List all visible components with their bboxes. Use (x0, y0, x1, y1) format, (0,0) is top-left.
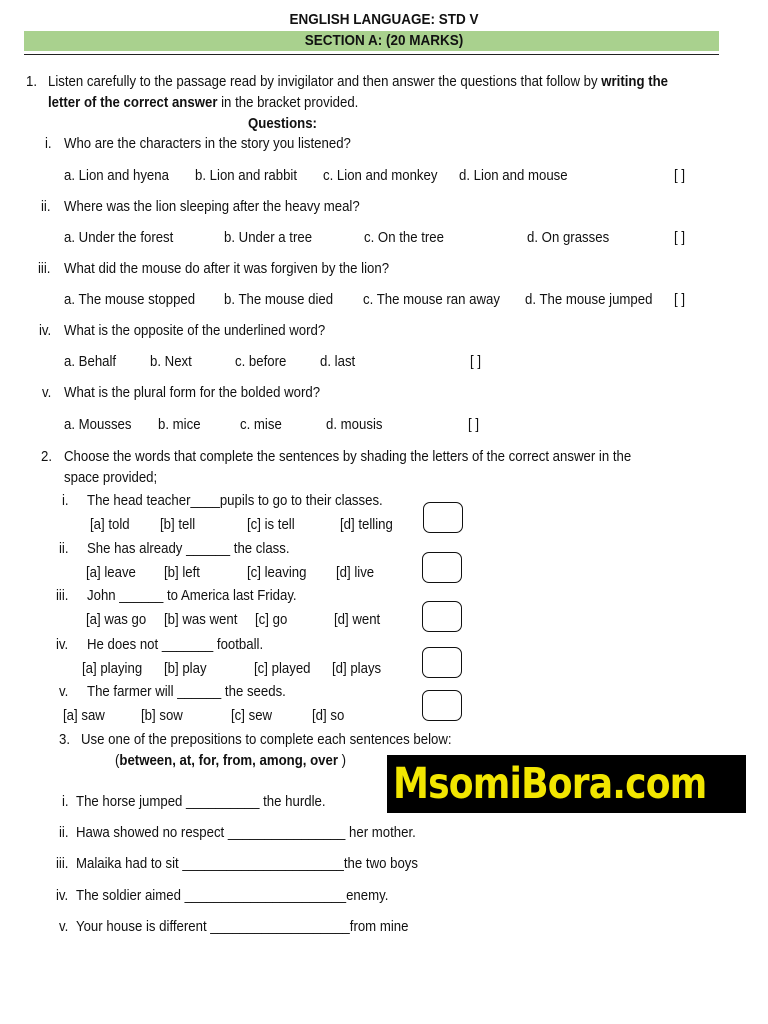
q3-number: 3. (59, 731, 71, 748)
option-c: c. Lion and monkey (323, 167, 438, 184)
q3-item-number: iv. (56, 887, 69, 904)
q3-item-sentence: Your house is different ___________________from mine (76, 918, 409, 935)
q2-item-number: iii. (56, 587, 69, 604)
q1-number: 1. (26, 73, 38, 90)
option-b: b. Lion and rabbit (195, 167, 298, 184)
q3-item-number: ii. (59, 824, 69, 841)
q1-instruction-line2: letter of the correct answer in the bracket provided. (48, 94, 359, 111)
q2-item-sentence: John ______ to America last Friday. (87, 587, 297, 604)
q1-instruction-line1: Listen carefully to the passage read by invigilator and then answer the questions that follow by writing the (48, 73, 669, 90)
q1-item-question: Who are the characters in the story you listened? (64, 135, 351, 152)
section-heading: SECTION A: (20 MARKS) (304, 32, 464, 49)
option-c: [c] go (255, 611, 288, 628)
q2-item-sentence: The head teacher____pupils to go to their classes. (87, 492, 383, 509)
option-b: [b] was went (164, 611, 238, 628)
q2-number: 2. (41, 448, 53, 465)
q2-item-number: i. (62, 492, 69, 509)
logo-text: MsomiBora.com (393, 759, 707, 809)
header-divider (24, 54, 719, 55)
option-d: [d] live (336, 564, 375, 581)
option-a: [a] was go (86, 611, 147, 628)
q3-item-sentence: Hawa showed no respect ________________ her mother. (76, 824, 416, 841)
option-a: a. The mouse stopped (64, 291, 196, 308)
option-b: b. Under a tree (224, 229, 313, 246)
q1-item-number: iii. (38, 260, 51, 277)
option-d: [d] so (312, 707, 345, 724)
answer-box[interactable] (423, 502, 463, 533)
option-d: d. The mouse jumped (525, 291, 653, 308)
option-c: c. mise (240, 416, 282, 433)
answer-bracket[interactable]: [ ] (470, 353, 482, 370)
option-b: [b] tell (160, 516, 196, 533)
option-d: [d] telling (340, 516, 393, 533)
option-b: b. Next (150, 353, 192, 370)
q2-instruction-line1: Choose the words that complete the sentences by shading the letters of the correct answer in the (64, 448, 632, 465)
q3-item-number: iii. (56, 855, 69, 872)
option-a: [a] saw (63, 707, 105, 724)
q2-instruction-line2: space provided; (64, 469, 158, 486)
option-c: c. The mouse ran away (363, 291, 500, 308)
q1-item-number: iv. (39, 322, 52, 339)
option-a: [a] playing (82, 660, 143, 677)
answer-bracket[interactable]: [ ] (674, 229, 686, 246)
option-d: d. mousis (326, 416, 383, 433)
q1-item-number: i. (45, 135, 52, 152)
q1-item-number: ii. (41, 198, 51, 215)
option-d: [d] plays (332, 660, 382, 677)
q1-item-question: What is the plural form for the bolded word? (64, 384, 321, 401)
msomibora-logo (387, 755, 746, 813)
answer-bracket[interactable]: [ ] (468, 416, 480, 433)
q2-item-sentence: She has already ______ the class. (87, 540, 290, 557)
option-c: [c] played (254, 660, 311, 677)
option-b: b. The mouse died (224, 291, 334, 308)
option-b: [b] play (164, 660, 207, 677)
option-d: d. last (320, 353, 356, 370)
option-a: [a] leave (86, 564, 136, 581)
option-a: a. Mousses (64, 416, 132, 433)
option-b: [b] left (164, 564, 200, 581)
option-c: c. On the tree (364, 229, 444, 246)
option-c: c. before (235, 353, 287, 370)
q3-item-number: i. (62, 793, 69, 810)
q1-item-question: What is the opposite of the underlined word? (64, 322, 326, 339)
option-a: [a] told (90, 516, 130, 533)
q2-item-number: iv. (56, 636, 69, 653)
option-b: b. mice (158, 416, 201, 433)
answer-box[interactable] (422, 647, 462, 678)
option-a: a. Lion and hyena (64, 167, 169, 184)
q3-item-number: v. (59, 918, 69, 935)
q1-item-question: Where was the lion sleeping after the heavy meal? (64, 198, 360, 215)
option-c: [c] sew (231, 707, 273, 724)
answer-bracket[interactable]: [ ] (674, 167, 686, 184)
option-d: d. On grasses (527, 229, 610, 246)
answer-box[interactable] (422, 601, 462, 632)
option-b: [b] sow (141, 707, 183, 724)
option-c: [c] is tell (247, 516, 295, 533)
answer-bracket[interactable]: [ ] (674, 291, 686, 308)
answer-box[interactable] (422, 552, 462, 583)
q3-item-sentence: The soldier aimed ______________________enemy. (76, 887, 389, 904)
q2-item-number: ii. (59, 540, 69, 557)
document-title: ENGLISH LANGUAGE: STD V (289, 11, 479, 28)
answer-box[interactable] (422, 690, 462, 721)
q2-item-sentence: The farmer will ______ the seeds. (87, 683, 286, 700)
option-d: d. Lion and mouse (459, 167, 568, 184)
q3-item-sentence: The horse jumped __________ the hurdle. (76, 793, 326, 810)
option-a: a. Under the forest (64, 229, 174, 246)
q1-item-question: What did the mouse do after it was forgiven by the lion? (64, 260, 390, 277)
preposition-word-bank: (between, at, for, from, among, over ) (115, 752, 347, 769)
q3-instruction: Use one of the prepositions to complete each sentences below: (81, 731, 452, 748)
option-a: a. Behalf (64, 353, 117, 370)
q2-item-number: v. (59, 683, 69, 700)
option-c: [c] leaving (247, 564, 307, 581)
q1-item-number: v. (42, 384, 52, 401)
option-d: [d] went (334, 611, 381, 628)
q3-item-sentence: Malaika had to sit ______________________the two boys (76, 855, 419, 872)
questions-label: Questions: (248, 115, 317, 132)
q2-item-sentence: He does not _______ football. (87, 636, 264, 653)
